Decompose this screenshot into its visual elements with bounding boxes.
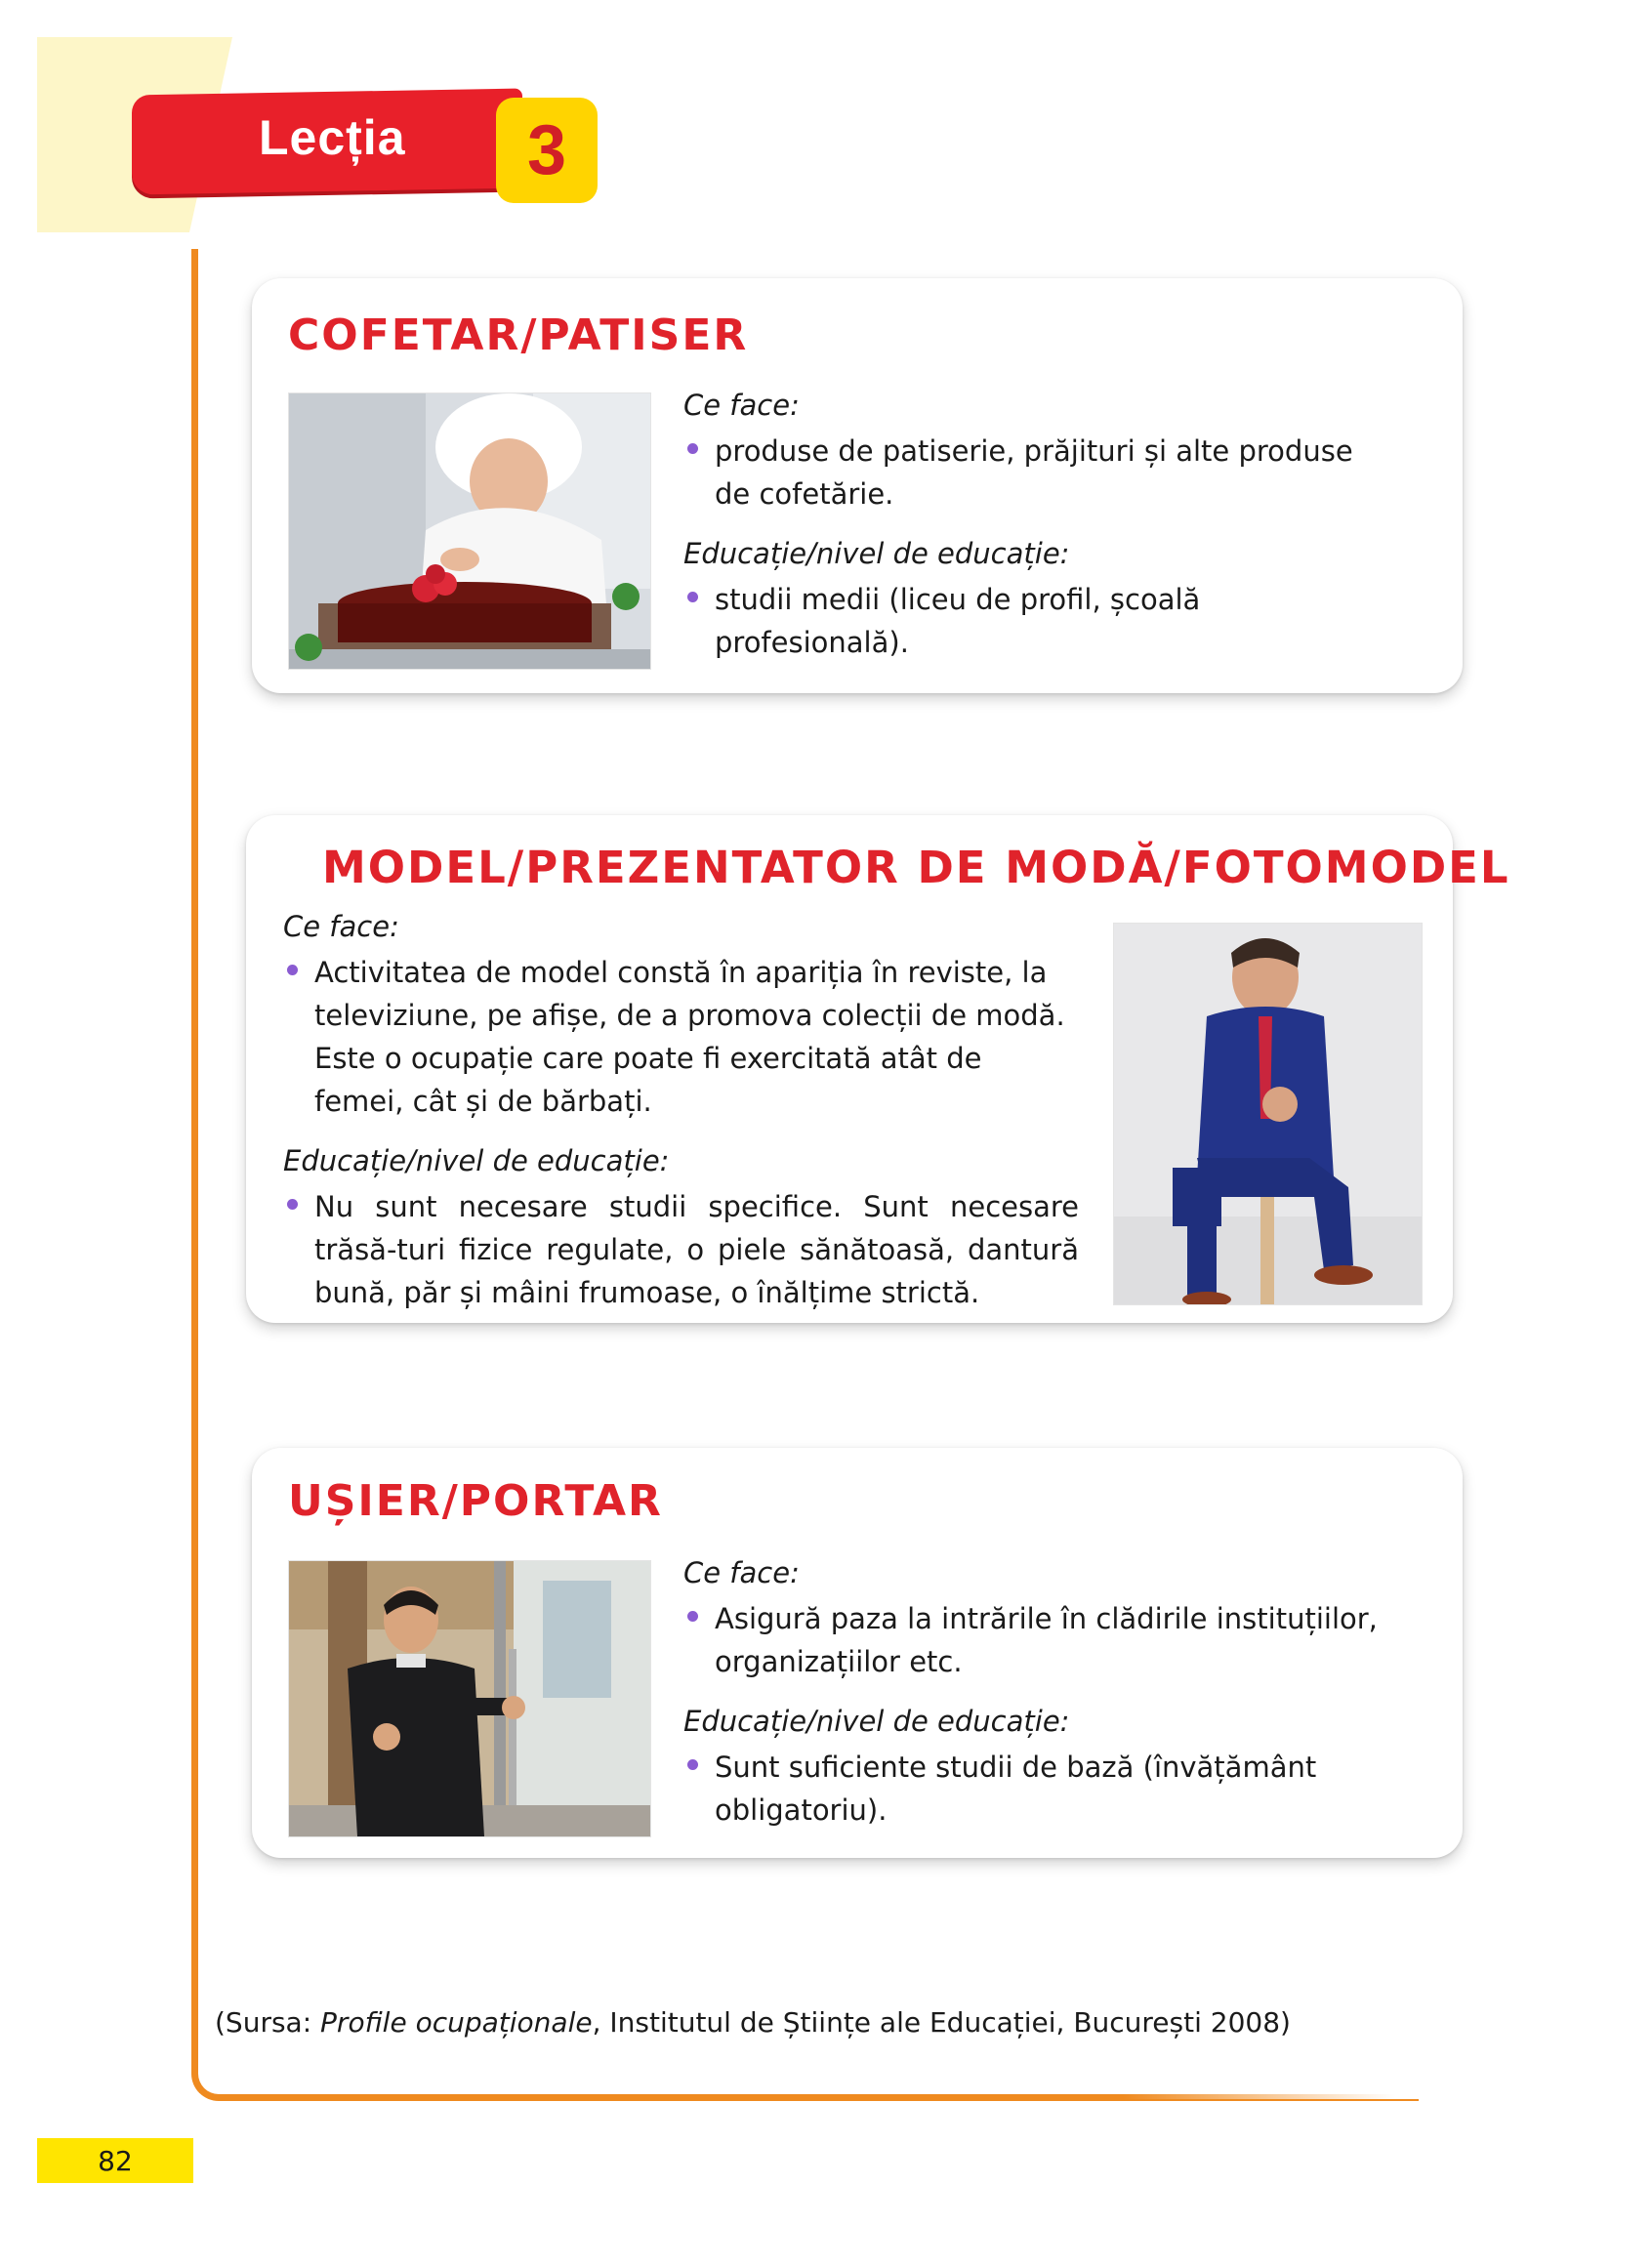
what-label: Ce face <box>683 1556 791 1589</box>
card-usier-info: Ce face: Asigură paza la intrările în clădirile instituțiilor, organizațiilor etc. Educație/nivel de educație: Sunt suficiente studii de bază (învățământ obligatoriu). <box>683 1556 1386 1832</box>
source-title: Profile ocupaționale <box>320 2006 593 2039</box>
page-number: 82 <box>37 2138 193 2183</box>
list-item: Nu sunt necesare studii specifice. Sunt necesare trăsă-turi fizice regulate, o piele sănătoasă, dantură bună, păr și mâini frumoase, o înălțime strictă. <box>283 1185 1079 1314</box>
education-label: Educație/nivel de educație <box>683 537 1060 570</box>
lesson-number: 3 <box>496 98 598 203</box>
list-item: Sunt suficiente studii de bază (învățământ obligatoriu). <box>683 1746 1386 1832</box>
card-title: MODEL/PREZENTATOR DE MODĂ/FOTOMODEL <box>322 842 1510 893</box>
list-item: produse de patiserie, prăjituri și alte produse de cofetărie. <box>683 430 1386 515</box>
list-item: Activitatea de model constă în apariția în reviste, la televiziune, pe afișe, de a promova colecții de modă. Este o ocupație care poate fi exercitată atât de femei, cât și de bărbați. <box>283 951 1079 1123</box>
list-item: Asigură paza la intrările în clădirile instituțiilor, organizațiilor etc. <box>683 1597 1386 1683</box>
bullet-icon <box>287 1199 298 1210</box>
bullet-icon <box>687 592 698 602</box>
list-item: studii medii (liceu de profil, școală profesională). <box>683 578 1386 664</box>
bullet-icon <box>687 1611 698 1622</box>
what-label: Ce face <box>283 910 391 943</box>
bullet-icon <box>687 1759 698 1770</box>
bullet-icon <box>287 965 298 975</box>
card-model-info: Ce face: Activitatea de model constă în apariția în reviste, la televiziune, pe afișe, de a promova colecții de modă. Este o ocupație care poate fi exercitată atât de femei, cât și de bărbați. Educație/nivel de educație: Nu sunt necesare studii specifice. Sunt necesare trăsă-turi fizice regulate, o piele sănătoasă, dantură bună, păr și mâini frumoase, o înălțime strictă. <box>283 910 1079 1314</box>
what-label: Ce face <box>683 389 791 422</box>
pastry-chef-photo <box>288 392 651 670</box>
fashion-model-photo <box>1113 923 1423 1305</box>
bullet-icon <box>687 443 698 454</box>
card-cofetar-info: Ce face: produse de patiserie, prăjituri și alte produse de cofetărie. Educație/nivel de educație: studii medii (liceu de profil, școală profesională). <box>683 389 1386 664</box>
card-title: COFETAR/PATISER <box>288 310 749 360</box>
education-label: Educație/nivel de educație <box>283 1144 660 1177</box>
source-citation: (Sursa: Profile ocupaționale, Institutul de Științe ale Educației, București 2008) <box>215 2006 1291 2039</box>
card-title: UȘIER/PORTAR <box>288 1476 663 1526</box>
page-frame-fade <box>1123 2080 1425 2099</box>
education-label: Educație/nivel de educație <box>683 1705 1060 1738</box>
lesson-label: Lecția <box>259 110 406 165</box>
doorman-photo <box>288 1560 651 1837</box>
